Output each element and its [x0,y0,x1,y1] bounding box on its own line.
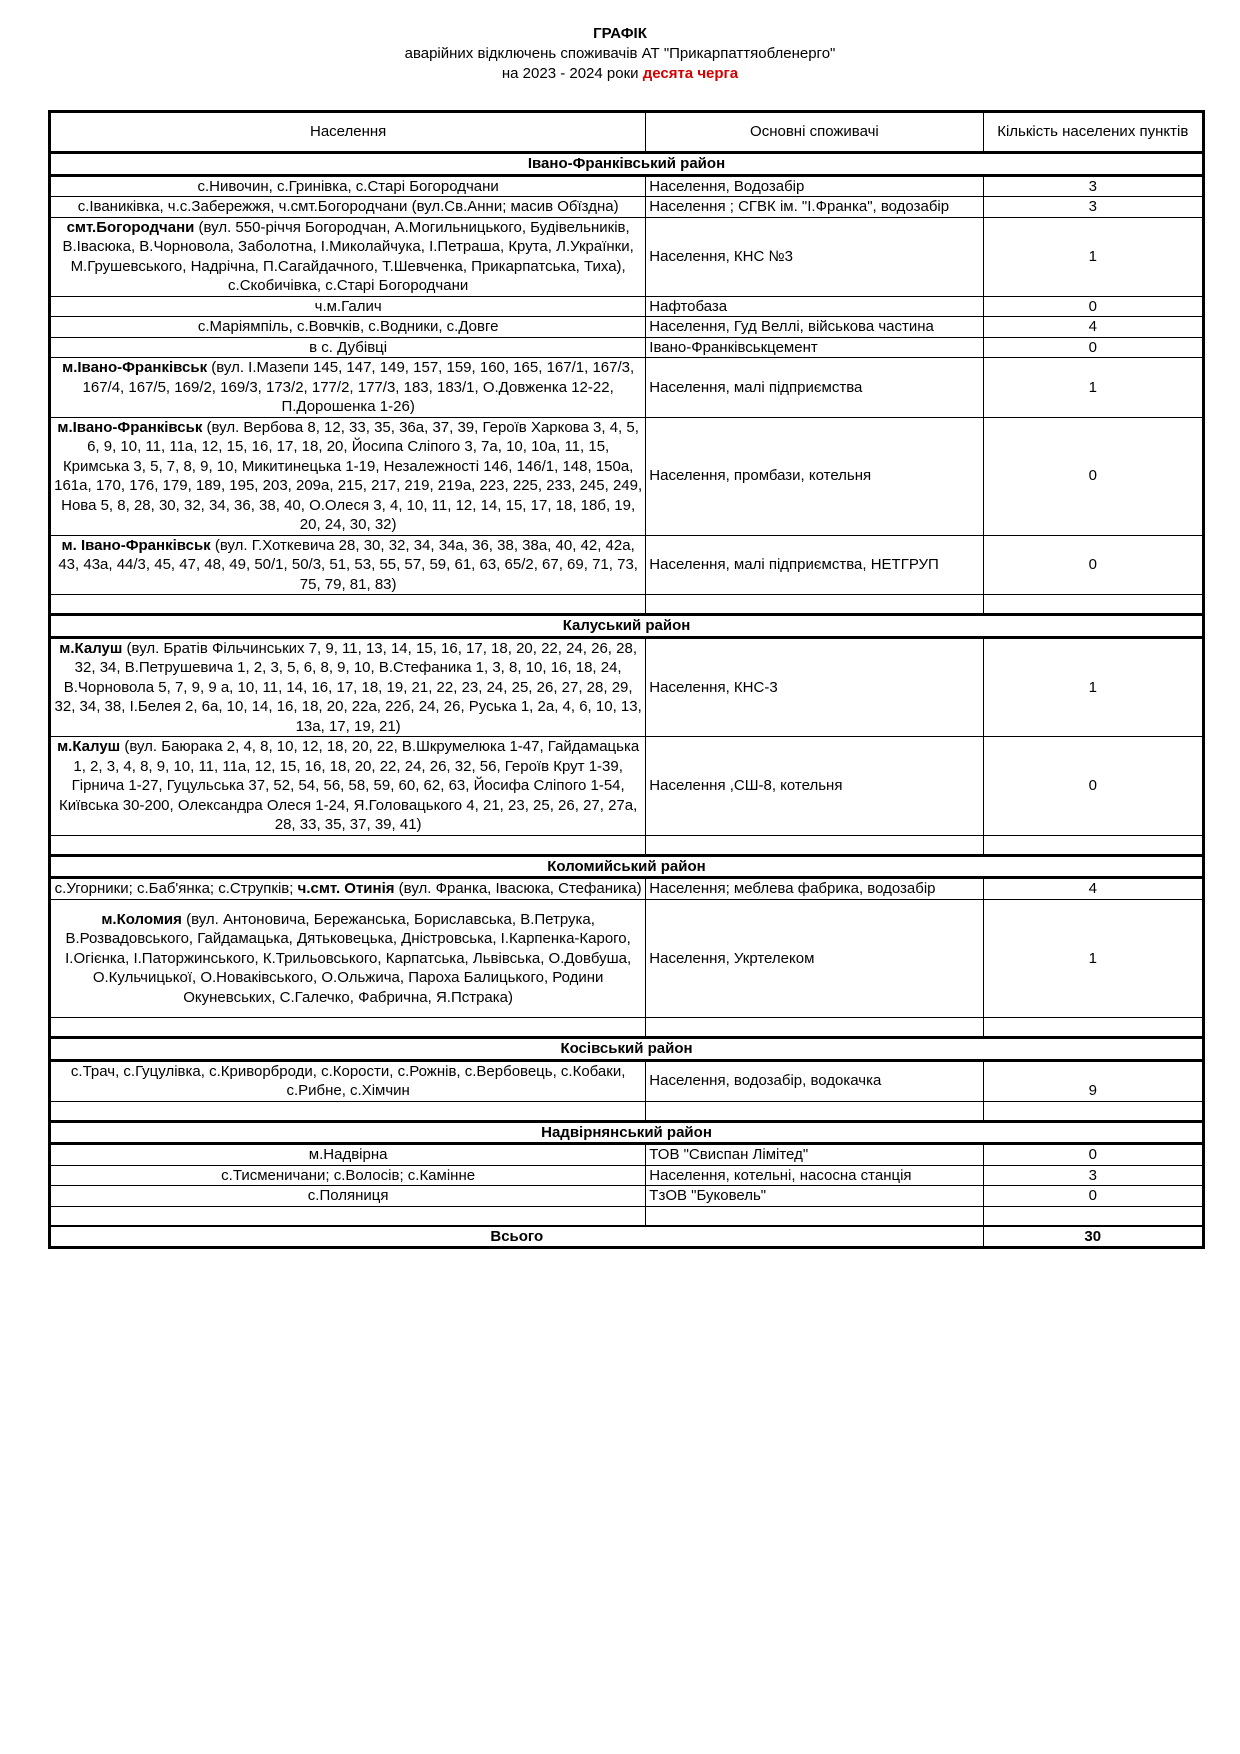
blank-cell [646,1101,983,1121]
table-row [50,175,1204,197]
population-cell [50,417,646,535]
count-cell: 3 [983,197,1203,218]
consumers-cell: Населення, КНС №3 [646,217,983,296]
population-cell: в с. Дубівці [50,337,646,358]
population-cell [50,737,646,836]
table-row [50,197,1204,218]
population-cell: с.Поляниця [50,1186,646,1207]
count-cell: 0 [983,296,1203,317]
document-subtitle: аварійних відключень споживачів АТ "Прикарпаттяобленерго" [404,45,836,62]
settlement-name: м.Калуш [57,738,121,755]
settlement-name: м. Івано-Франківськ [61,536,211,554]
blank-row [50,1206,1204,1226]
consumers-cell: Населення, котельні, насосна станція [646,1165,983,1186]
population-cell: ч.м.Галич [50,296,646,317]
table-row [50,1144,1204,1166]
table-row [50,217,1204,296]
document-period [0,65,1240,82]
count-cell: 3 [983,175,1203,197]
count-cell: 0 [983,417,1203,535]
blank-cell [983,1101,1203,1121]
count-cell: 3 [983,1165,1203,1186]
column-header-consumers: Основні споживачі [646,112,983,153]
population-cell: с.Нивочин, с.Гринівка, с.Старі Богородчани [50,175,646,197]
street-list: (вул. Баюрака 2, 4, 8, 10, 12, 18, 20, 22, В.Шкрумелюка 1-47, Гайдамацька 1, 2, 3, 4, 8, 9, 10, 11, 11а, 12, 15, 16, 18, 20, 22, 24, 26, 32, 56, Героїв Крут 1-39, Гірнича 1-27, Гуцульська 37, 52, 54, 56, 58, 59, 60, 62, 63, Йосифа Сліпого 1-54, Київська 30-200, Олександра Олеся 1-24, Я.Головацького 4, 21, 23, 25, 26, 27, 27а, 28, 33, 35, 37, 39, 41) [59,738,640,833]
settlement-name: м.Івано-Франківськ [62,359,208,376]
consumers-cell: Населення, Гуд Веллі, військова частина [646,317,983,338]
table-row [50,737,1204,836]
blank-cell [646,835,983,855]
settlement-name: м.Івано-Франківськ [57,418,203,436]
period-text: на 2023 - 2024 роки [501,65,639,82]
population-cell: с.Тисменичани; с.Волосів; с.Камінне [50,1165,646,1186]
blank-cell [50,595,646,615]
table-row [50,417,1204,535]
table-row [50,878,1204,900]
total-value: 30 [983,1226,1203,1248]
population-cell [50,358,646,418]
village-list: с.Угорники; с.Баб'янка; с.Струпків; [54,880,298,897]
consumers-cell: Населення, КНС-3 [646,637,983,737]
count-cell: 0 [983,1144,1203,1166]
count-cell: 0 [983,1186,1203,1207]
consumers-cell: Населення, Укртелеком [646,899,983,1018]
table-row [50,899,1204,1018]
table-row [50,296,1204,317]
count-cell: 1 [983,899,1203,1018]
population-cell [50,878,646,900]
table-row [50,1186,1204,1207]
street-list: (вул. Г.Хоткевича 28, 30, 32, 34, 34а, 36, 38, 38а, 40, 42, 42а, 43, 43а, 44/3, 45, 47, 48, 49, 50/1, 50/3, 51, 53, 55, 57, 59, 61, 63, 65/2, 67, 69, 71, 73, 75, 79, 81, 83) [58,536,638,593]
blank-row [50,1101,1204,1121]
district-row [50,855,1204,878]
blank-cell [50,1101,646,1121]
blank-cell [983,835,1203,855]
column-header-count: Кількість населених пунктів [983,112,1203,153]
street-list: (вул. Братів Фільчинських 7, 9, 11, 13, 14, 15, 16, 17, 18, 20, 22, 24, 26, 28, 32, 34, В.Петрушевича 1, 2, 3, 5, 6, 8, 9, 10, В.Стефаника 1, 3, 8, 10, 16, 18, 24, В.Чорновола 5, 7, 9, 9 а, 10, 11, 14, 16, 17, 18, 19, 21, 22, 23, 24, 25, 26, 27, 28, 29, 32, 34, 38, І.Белея 2, 6а, 10, 14, 16, 18, 20, 22а, 22б, 24, 26, Руська 1, 2а, 4, 6, 10, 13, 13а, 17, 19, 21) [54,639,642,735]
consumers-cell: Населення, Водозабір [646,175,983,197]
consumers-cell: ТОВ "Свиспан Лімітед" [646,1144,983,1166]
street-list: (вул. Франка, Івасюка, Стефаника) [394,880,642,897]
table-header-row [50,112,1204,153]
district-name: Коломийський район [50,855,1204,878]
district-name: Надвірнянський район [50,1121,1204,1144]
settlement-name: м.Калуш [59,639,123,657]
table-row [50,535,1204,595]
population-cell: с.Маріямпіль, с.Вовчків, с.Водники, с.Довге [50,317,646,338]
consumers-cell: Населення, малі підприємства, НЕТГРУП [646,535,983,595]
blank-cell [983,1206,1203,1226]
blank-row [50,595,1204,615]
population-cell [50,535,646,595]
population-cell: с.Іваниківка, ч.с.Забережжя, ч.смт.Богородчани (вул.Св.Анни; масив Обїздна) [50,197,646,218]
population-cell: с.Трач, с.Гуцулівка, с.Криворброди, с.Короcти, с.Рожнів, с.Вербовець, с.Кобаки, с.Рибне, с.Хімчин [50,1060,646,1101]
column-header-population: Населення [50,112,646,153]
district-name: Косівський район [50,1038,1204,1061]
consumers-cell: Населення, промбази, котельня [646,417,983,535]
blank-cell [50,835,646,855]
blank-cell [646,595,983,615]
table-row [50,1060,1204,1101]
blank-cell [50,1018,646,1038]
table-row [50,337,1204,358]
table-row [50,1165,1204,1186]
total-row [50,1226,1204,1248]
district-name: Калуський район [50,615,1204,638]
count-cell: 0 [983,737,1203,836]
blank-cell [646,1018,983,1038]
district-row [50,1121,1204,1144]
outage-schedule-table [48,110,1205,1249]
consumers-cell: Населення; меблева фабрика, водозабір [646,878,983,900]
queue-label: десята черга [642,65,739,82]
count-cell: 4 [983,317,1203,338]
settlement-name: смт.Богородчани [66,218,195,236]
table-row [50,637,1204,737]
count-cell: 4 [983,878,1203,900]
blank-cell [983,1018,1203,1038]
blank-cell [50,1206,646,1226]
population-cell [50,217,646,296]
consumers-cell: Нафтобаза [646,296,983,317]
population-cell [50,637,646,737]
street-list: (вул. Вербова 8, 12, 33, 35, 36а, 37, 39, Героїв Харкова 3, 4, 5, 6, 9, 10, 11, 11а, 12, 15, 16, 17, 18, 20, Йосипа Сліпого 3, 7а, 10, 10а, 11, 15, Кримська 3, 5, 7, 8, 9, 10, Микитинецька 1-19, Незалежності 146, 146/1, 148, 150а, 161а, 170, 176, 179, 189, 195, 203, 209а, 215, 217, 219, 219а, 223, 225, 233, 245, 249, Нова 5, 8, 28, 30, 32, 34, 36, 38, 40, О.Олеся 3, 4, 10, 11, 12, 14, 15, 17, 18, 18б, 19, 20, 24, 30, 32) [54,418,643,533]
population-cell [50,899,646,1018]
count-cell: 0 [983,535,1203,595]
count-cell: 1 [983,217,1203,296]
total-label: Всього [50,1226,984,1248]
blank-cell [646,1206,983,1226]
settlement-name: м.Коломия [101,910,182,928]
street-list: (вул. 550-річчя Богородчан, А.Могильницького, Будівельників, В.Івасюка, В.Чорновола, Заболотна, І.Миколайчука, І.Петраша, Крута, Л.Українки, М.Грушевського, Надрічна, П.Сагайдачного, Т.Шевченка, Прикарпатська, Тиха), с.Скобичівка, с.Старі Богородчани [62,218,634,294]
count-cell: 9 [983,1060,1203,1101]
table-row [50,358,1204,418]
blank-row [50,1018,1204,1038]
consumers-cell: Населення ,СШ-8, котельня [646,737,983,836]
document-title: ГРАФІК [593,25,647,42]
street-list: (вул. Антоновича, Бережанська, Бориславська, В.Петрука, В.Розвадовського, Гайдамацька, Дятьковецька, Дністровська, І.Карпенка-Карого, І.Огієнка, І.Паторжинського, К.Трильовського, Карпатська, Львівська, О.Довбуша, О.Кульчицької, О.Новаківського, О.Ольжича, Пароха Балицького, Родини Окуневських, С.Галечко, Фабрична, Я.Пстрака) [65,910,632,1006]
consumers-cell: Івано-Франківськцемент [646,337,983,358]
table-row [50,317,1204,338]
population-cell: м.Надвірна [50,1144,646,1166]
district-name: Івано-Франківський район [50,153,1204,176]
district-row [50,153,1204,176]
blank-cell [983,595,1203,615]
count-cell: 1 [983,358,1203,418]
count-cell: 0 [983,337,1203,358]
consumers-cell: Населення, водозабір, водокачка [646,1060,983,1101]
district-row [50,615,1204,638]
street-list: (вул. І.Мазепи 145, 147, 149, 157, 159, 160, 165, 167/1, 167/3, 167/4, 167/5, 169/2, 169/3, 173/2, 177/2, 177/3, 183, 183/1, О.Довженка 12-22, П.Дорошенка 1-26) [82,359,635,415]
blank-row [50,835,1204,855]
consumers-cell: ТзОВ "Буковель" [646,1186,983,1207]
count-cell: 1 [983,637,1203,737]
settlement-name: ч.смт. Отинія [297,880,395,897]
consumers-cell: Населення ; СГВК ім. "І.Франка", водозабір [646,197,983,218]
consumers-cell: Населення, малі підприємства [646,358,983,418]
district-row [50,1038,1204,1061]
